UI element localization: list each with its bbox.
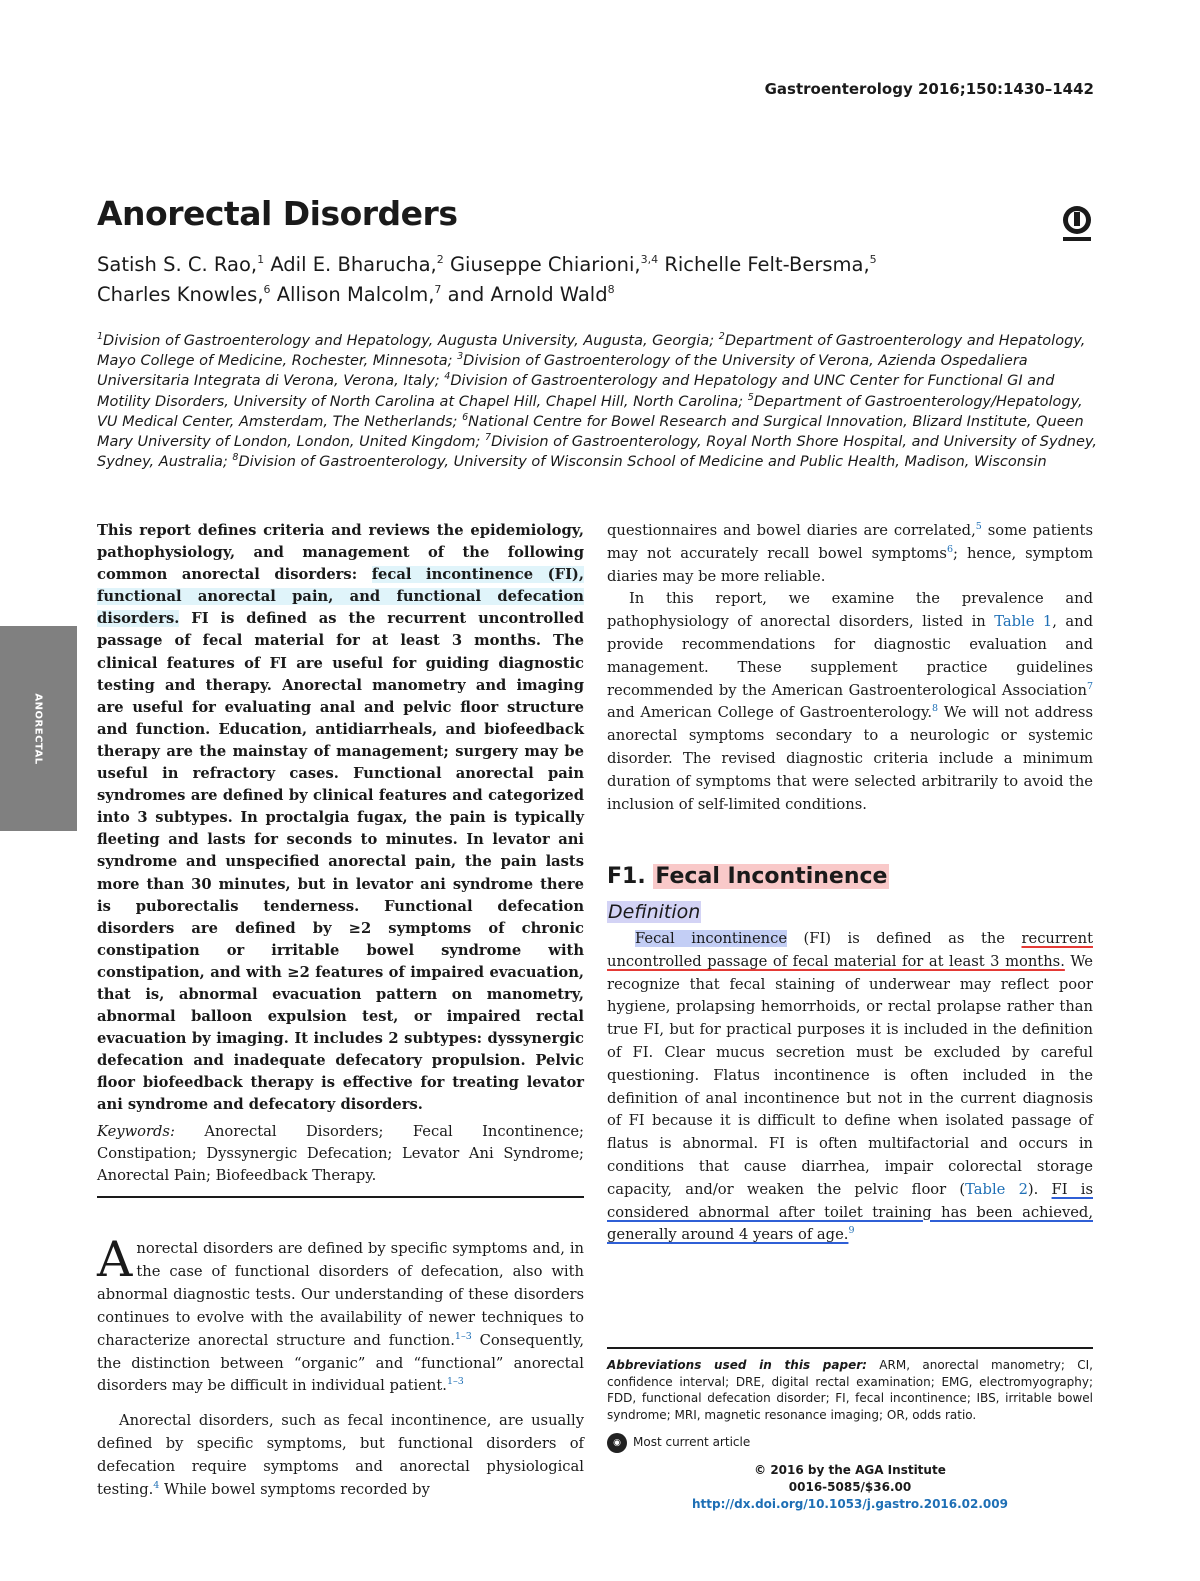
paragraph: questionnaires and bowel diaries are correlated,$^5$ some patients may not accurately recall bowel symptoms$^6$; hence, symptom diaries may be more reliable. bbox=[607, 521, 1094, 585]
subsection-heading bbox=[607, 901, 701, 923]
table-link[interactable]: Table 1 bbox=[994, 613, 1053, 631]
citation-link[interactable]: 6 bbox=[946, 543, 953, 555]
divider bbox=[607, 1347, 1093, 1349]
author: Charles Knowles,$^6$ bbox=[97, 283, 271, 306]
highlight-lavender: Definition bbox=[608, 901, 701, 923]
underline-blue: FI is considered abnormal after toilet training has been achieved, generally around 4 years of age. bbox=[607, 1180, 1093, 1244]
author-list bbox=[97, 250, 1097, 310]
highlight-cyan: fecal incontinence (FI), functional anorectal pain, and functional defecation disorders. bbox=[97, 566, 584, 628]
author: Adil E. Bharucha,$^2$ bbox=[270, 253, 444, 276]
highlight-blue: Fecal incontinence bbox=[635, 930, 788, 947]
citation-link[interactable]: 1–3 bbox=[454, 1330, 472, 1342]
copyright-line: © 2016 by the AGA Institute bbox=[754, 1463, 946, 1477]
article-title: Anorectal Disorders bbox=[97, 194, 458, 233]
doi-link[interactable]: http://dx.doi.org/10.1053/j.gastro.2016.02.009 bbox=[692, 1497, 1008, 1511]
citation-link[interactable]: 8 bbox=[932, 703, 939, 715]
journal-reference: Gastroenterology 2016;150:1430–1442 bbox=[764, 80, 1094, 98]
author: Richelle Felt-Bersma,$^5$ bbox=[664, 253, 877, 276]
keywords: Keywords: Anorectal Disorders; Fecal Incontinence; Constipation; Dyssynergic Defecation; Levator Ani Syndrome; Anorectal Pain; Biofeedback Therapy. bbox=[97, 1123, 584, 1185]
author: Giuseppe Chiarioni,$^{3,4}$ bbox=[449, 253, 659, 276]
citation-link[interactable]: 1–3 bbox=[446, 1376, 464, 1388]
abbreviations: Abbreviations used in this paper: ARM, anorectal manometry; CI, confidence interval; DRE, digital rectal examination; EMG, electromyography; FDD, functional defecation disorder; FI, fecal incontinence; IBS, irritable bowel syndrome; MRI, magnetic resonance imaging; OR, odds ratio. bbox=[607, 1358, 1093, 1422]
side-tab-label: ANORECTAL bbox=[32, 693, 44, 765]
citation-link[interactable]: 7 bbox=[1086, 680, 1093, 692]
right-column-text bbox=[607, 520, 1093, 816]
crossmark-icon[interactable] bbox=[1059, 204, 1095, 244]
paragraph: Anorectal disorders, such as fecal incontinence, are usually defined by specific symptoms, but functional disorders of defecation require symptoms and anorectal physiological testing.$^4$ While bowel symptoms recorded by bbox=[97, 1412, 584, 1499]
keywords-label: Keywords: bbox=[97, 1123, 175, 1140]
divider bbox=[97, 1196, 584, 1198]
paragraph: Anorectal disorders are defined by specific symptoms and, in the case of functional disorders of defecation, also with abnormal diagnostic tests. Our understanding of these disorders continues to evolve with the availability of newer techniques to characterize anorectal structure and function.$^{1-3}$ Consequently, the distinction between “organic” and “functional” anorectal disorders may be difficult in individual patient.$^{1-3}$ bbox=[97, 1231, 584, 1395]
citation-link[interactable]: 9 bbox=[848, 1225, 855, 1237]
most-current-icon: ◉ bbox=[607, 1433, 627, 1453]
highlight-pink: Fecal Incontinence bbox=[655, 864, 888, 889]
intro-text bbox=[97, 1231, 584, 1502]
author: and Arnold Wald$^8$ bbox=[447, 283, 615, 306]
most-current-note: ◉ Most current article bbox=[607, 1432, 750, 1453]
issn-line: 0016-5085/$36.00 bbox=[788, 1480, 912, 1494]
citation-link[interactable]: 4 bbox=[153, 1480, 160, 1492]
paragraph: Fecal incontinence (FI) is defined as the recurrent uncontrolled passage of fecal material for at least 3 months. We recognize that fecal staining of underwear may reflect poor hygiene, prolapsing hemorrhoids, or rectal prolapse rather than true FI, but for practical purposes it is included in the definition of FI. Clear mucus secretion must be excluded by careful questioning. Flatus incontinence is often included in the definition of anal incontinence but not in the current diagnosis of FI because it is difficult to define when isolated passage of flatus is abnormal. FI is often multifactorial and occurs in conditions that cause diarrhea, impair colorectal storage capacity, and/or weaken the pelvic floor (Table 2). FI is considered abnormal after toilet training has been achieved, generally around 4 years of age.$^9$ bbox=[607, 930, 1094, 1244]
table-link[interactable]: Table 2 bbox=[965, 1180, 1028, 1198]
copyright-block bbox=[607, 1462, 1093, 1513]
section-heading: F1. Fecal Incontinence bbox=[607, 864, 888, 889]
citation-link[interactable]: 5 bbox=[975, 521, 982, 532]
drop-cap: A bbox=[97, 1231, 133, 1288]
affiliations: $^1$Division of Gastroenterology and Hepatology, Augusta University, Augusta, Georgia; $^2$Department of Gastroenterology and Hepatology, Mayo College of Medicine, Rochester, Minnesota; $^3$Division of Gastroenterology of the University of Verona, Azienda Ospedaliera Universitaria Integrata di Verona, Verona, Italy; $^4$Division of Gastroenterology and Hepatology and UNC Center for Functional GI and Motility Disorders, University of North Carolina at Chapel Hill, Chapel Hill, North Carolina; $^5$Department of Gastroenterology/Hepatology, VU Medical Center, Amsterdam, The Netherlands; $^6$National Centre for Bowel Research and Surgical Innovation, Blizard Institute, Queen Mary University of London, London, United Kingdom; $^7$Division of Gastroenterology, Royal North Shore Hospital, and University of Sydney, Sydney, Australia; $^8$Division of Gastroenterology, University of Wisconsin School of Medicine and Public Health, Madison, Wisconsin bbox=[97, 331, 1097, 471]
abstract: This report defines criteria and reviews the epidemiology, pathophysiology, and management of the following common anorectal disorders: fecal incontinence (FI), functional anorectal pain, and functional defecation disorders. FI is defined as the recurrent uncontrolled passage of fecal material for at least 3 months. The clinical features of FI are useful for guiding diagnostic testing and therapy. Anorectal manometry and imaging are useful for evaluating anal and pelvic floor structure and function. Education, antidiarrheals, and biofeedback therapy are the mainstay of management; surgery may be useful in refractory cases. Functional anorectal pain syndromes are defined by clinical features and categorized into 3 subtypes. In proctalgia fugax, the pain is typically fleeting and lasts for seconds to minutes. In levator ani syndrome and unspecified anorectal pain, the pain lasts more than 30 minutes, but in levator ani syndrome there is puborectalis tenderness. Functional defecation disorders are defined by ≥2 symptoms of chronic constipation or irritable bowel syndrome with constipation, and with ≥2 features of impaired evacuation, that is, abnormal evacuation pattern on manometry, abnormal balloon expulsion test, or impaired rectal evacuation by imaging. It includes 2 subtypes: dyssynergic defecation and inadequate defecatory propulsion. Pelvic floor biofeedback therapy is effective for treating levator ani syndrome and defecatory disorders. bbox=[97, 522, 584, 1114]
underline-red: recurrent uncontrolled passage of fecal material for at least 3 months. bbox=[607, 930, 1093, 970]
definition-text bbox=[607, 928, 1093, 1247]
author: Allison Malcolm,$^7$ bbox=[276, 283, 442, 306]
author: Satish S. C. Rao,$^1$ bbox=[97, 253, 265, 276]
section-side-tab bbox=[0, 626, 77, 831]
abbreviations-label: Abbreviations used in this paper: bbox=[607, 1358, 867, 1372]
paragraph: In this report, we examine the prevalence and pathophysiology of anorectal disorders, listed in Table 1, and provide recommendations for diagnostic evaluation and management. These supplement practice guidelines recommended by the American Gastroenterological Association$^7$ and American College of Gastroenterology.$^8$ We will not address anorectal symptoms secondary to a neurologic or systemic disorder. The revised diagnostic criteria include a minimum duration of symptoms that were selected arbitrarily to avoid the inclusion of self-limited conditions. bbox=[607, 590, 1094, 813]
